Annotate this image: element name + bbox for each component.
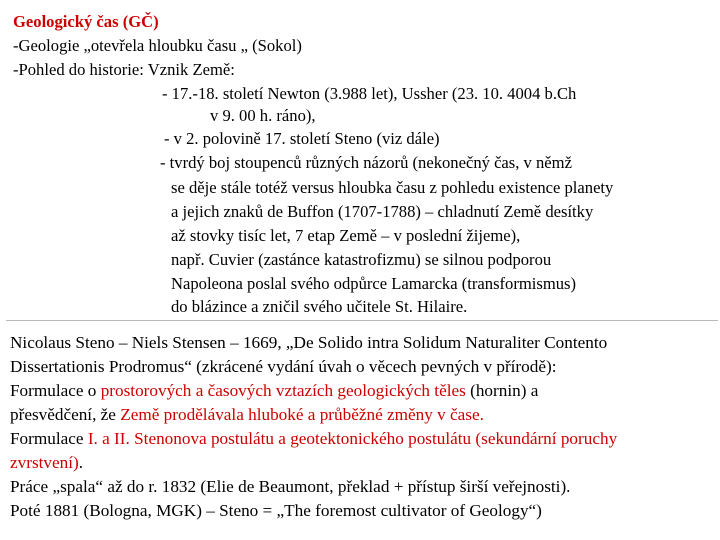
text-line: - tvrdý boj stoupenců různých názorů (nekonečný čas, v němž [160, 153, 572, 172]
text-line: se děje stále totéž versus hloubka času z pohledu existence planety [171, 178, 614, 197]
highlight-text: Země prodělávala hluboké a průběžné změny v čase. [120, 405, 484, 424]
text-line: Nicolaus Steno – Niels Stensen – 1669, „De Solido intra Solidum Naturaliter Contento [10, 333, 608, 352]
text-line: - 17.-18. století Newton (3.988 let), Ussher (23. 10. 4004 b.Ch [162, 84, 577, 103]
text-line: Napoleona poslal svého odpůrce Lamarcka (transformismus) [171, 274, 577, 293]
text-line [10, 381, 538, 401]
section-divider [6, 320, 718, 321]
highlight-text: zvrstvení) [10, 453, 79, 472]
text-run: Formulace [10, 429, 88, 448]
text-run: přesvědčení, že [10, 405, 121, 424]
text-line [10, 405, 484, 425]
text-run: . [78, 453, 84, 472]
text-line: Práce „spala“ až do r. 1832 (Elie de Beaumont, překlad + přístup širší veřejnosti). [10, 477, 571, 496]
text-line: a jejich znaků de Buffon (1707-1788) – chladnutí Země desítky [171, 202, 594, 221]
highlight-text: I. a II. [87, 429, 130, 448]
text-line: Dissertationis Prodromus“ (zkrácené vydání úvah o věcech pevných v přírodě): [10, 357, 557, 376]
highlight-text: prostorových a časových vztazích geologických těles [100, 381, 466, 400]
highlight-text: Stenonova postulátu a geotektonického postulátu (sekundární poruchy [134, 429, 618, 448]
text-line: do blázince a zničil svého učitele St. Hilaire. [171, 297, 468, 316]
text-line: - v 2. polovině 17. století Steno (viz dále) [164, 129, 440, 148]
text-line: až stovky tisíc let, 7 etap Země – v poslední žijeme), [171, 226, 521, 245]
text-line: -Pohled do historie: Vznik Země: [13, 60, 235, 79]
text-line [10, 453, 83, 473]
text-run: Formulace o [10, 381, 101, 400]
text-line: -Geologie „otevřela hloubku času „ (Sokol) [13, 36, 302, 55]
text-line [10, 429, 617, 449]
text-line: např. Cuvier (zastánce katastrofizmu) se silnou podporou [171, 250, 552, 269]
slide-title: Geologický čas (GČ) [13, 12, 159, 31]
text-run: (hornin) a [465, 381, 539, 400]
text-line: v 9. 00 h. ráno), [210, 106, 316, 125]
text-line: Poté 1881 (Bologna, MGK) – Steno = „The foremost cultivator of Geology“) [10, 501, 542, 520]
